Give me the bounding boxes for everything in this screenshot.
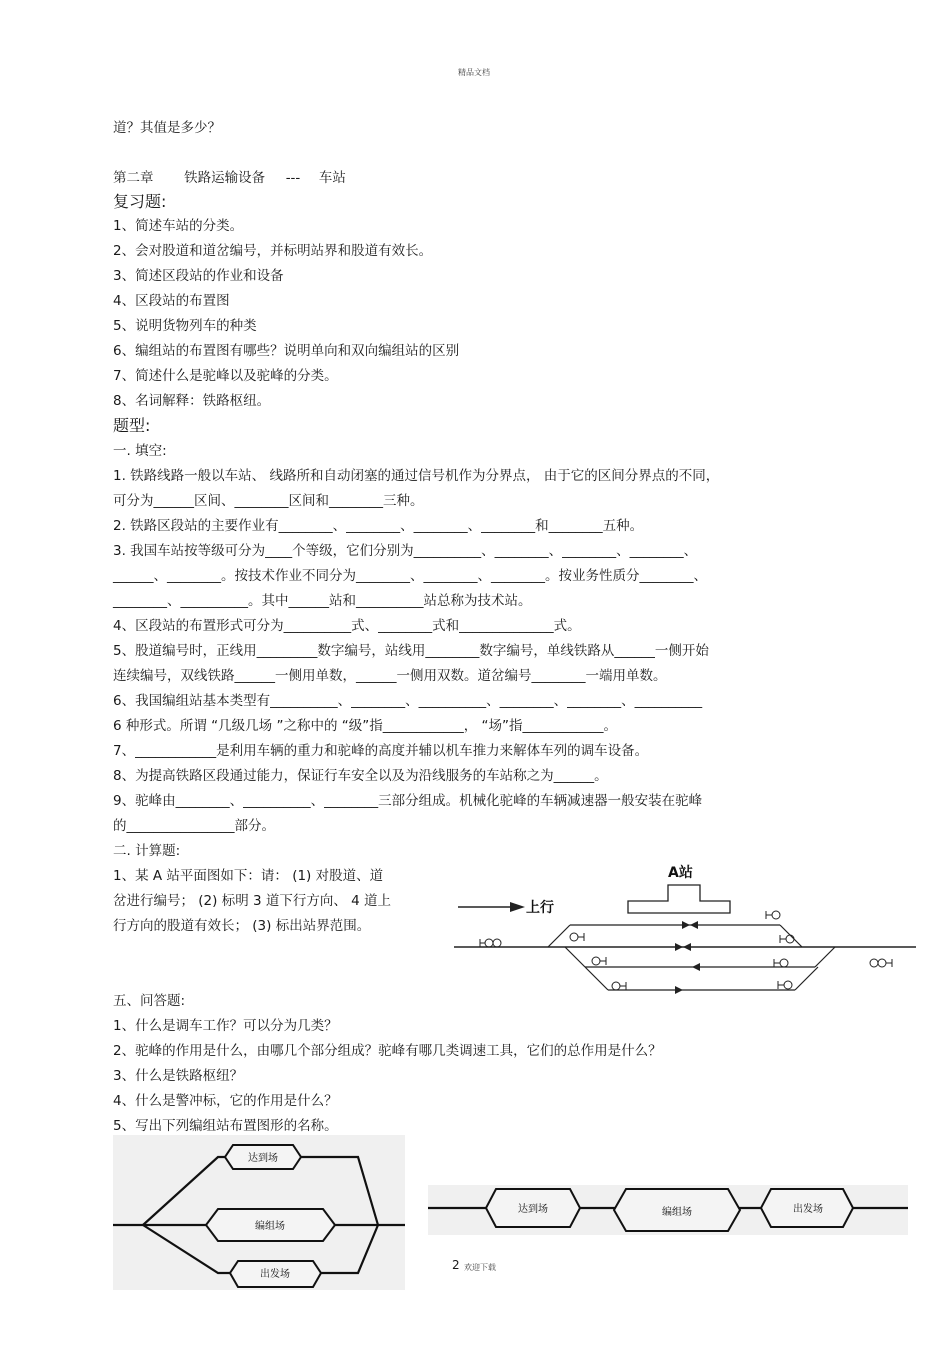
qa-heading: 五、问答题: — [113, 993, 186, 1009]
yard-label: 编组场 — [255, 1221, 285, 1232]
signal-icon — [592, 957, 606, 965]
calc-line: 岔进行编号； (2) 标明 3 道下行方向、 4 道上 — [113, 893, 392, 909]
fill-line: 8、为提高铁路区段通过能力，保证行车安全以及为沿线服务的车站称之为______。 — [113, 768, 608, 784]
fill-heading: 一. 填空: — [113, 443, 167, 459]
calc-line: 行方向的股道有效长； (3) 标出站界范围。 — [113, 918, 371, 934]
fill-line: 可分为______区间、________区间和________三种。 — [113, 493, 424, 509]
fill-line: 6 种形式。所谓 “几级几场 ”之称中的 “级”指____________， “场”指____________。 — [113, 718, 618, 734]
track-arrow — [675, 986, 683, 994]
signal-icon — [766, 911, 780, 919]
fill-line: 7、____________是利用车辆的重力和驼峰的高度并辅以机车推力来解体车列的调车设备。 — [113, 743, 649, 759]
qa-item: 3、什么是铁路枢纽？ — [113, 1068, 244, 1084]
review-heading: 复习题: — [113, 192, 167, 211]
review-item: 2、会对股道和道岔编号，并标明站界和股道有效长。 — [113, 243, 433, 259]
signal-icon — [778, 981, 792, 989]
review-item: 5、说明货物列车的种类 — [113, 318, 257, 334]
yard-layout-diagram-right — [428, 1185, 908, 1235]
yard-label: 达到场 — [248, 1153, 278, 1164]
fill-line: 9、驼峰由________、__________、________三部分组成。机械化驼峰的车辆减速器一般安装在驼峰 — [113, 793, 703, 809]
review-item: 3、简述区段站的作业和设备 — [113, 268, 284, 284]
fill-line: 4、区段站的布置形式可分为__________式、________式和______________式。 — [113, 618, 581, 634]
track-arrow — [692, 963, 700, 971]
qa-item: 4、什么是警冲标，它的作用是什么？ — [113, 1093, 338, 1109]
qa-item: 5、写出下列编组站布置图形的名称。 — [113, 1118, 338, 1134]
footer-text: 欢迎下载 — [464, 1263, 496, 1272]
fill-line: 6、我国编组站基本类型有__________、________、__________、________、________、__________ — [113, 693, 703, 709]
fill-line: ________、__________。其中______站和__________站总称为技术站。 — [113, 593, 532, 609]
direction-arrow-head — [510, 902, 525, 912]
track-arrow — [682, 921, 698, 929]
review-item: 4、区段站的布置图 — [113, 293, 230, 309]
review-item: 1、简述车站的分类。 — [113, 218, 244, 234]
signal-icon — [570, 933, 584, 941]
yard-label: 达到场 — [518, 1204, 548, 1215]
signal-icon — [612, 982, 626, 990]
header-watermark: 精品文档 — [458, 68, 490, 77]
yard-label: 编组场 — [662, 1207, 692, 1218]
types-heading: 题型: — [113, 416, 151, 435]
yard-layout-diagram-left — [113, 1135, 405, 1290]
qa-item: 2、驼峰的作用是什么，由哪几个部分组成？驼峰有哪几类调速工具，它们的总作用是什么？ — [113, 1043, 662, 1059]
station-building — [628, 885, 730, 913]
page-number: 2 — [452, 1258, 460, 1272]
review-item: 6、编组站的布置图有哪些？说明单向和双向编组站的区别 — [113, 343, 460, 359]
chapter-topic: 车站 — [318, 170, 346, 186]
chapter-number: 第二章 — [113, 170, 154, 186]
chapter-name: 铁路运输设备 — [184, 170, 266, 186]
qa-item: 1、什么是调车工作？可以分为几类？ — [113, 1018, 338, 1034]
direction-label: 上行 — [526, 900, 554, 916]
yard-label: 出发场 — [793, 1204, 823, 1215]
yard-label: 出发场 — [260, 1269, 290, 1280]
calc-heading: 二. 计算题: — [113, 843, 181, 859]
signal-icon — [870, 959, 892, 967]
signal-icon — [480, 939, 501, 947]
track-arrow — [675, 943, 691, 951]
station-label: A站 — [668, 865, 693, 881]
station-track-diagram — [450, 855, 920, 1010]
fill-line: 的________________部分。 — [113, 818, 275, 834]
fill-line: 2. 铁路区段站的主要作业有________、________、________、________和________五种。 — [113, 518, 644, 534]
fill-line: 3. 我国车站按等级可分为____个等级，它们分别为__________、________、________、________、 — [113, 543, 698, 559]
fill-line: 5、股道编号时，正线用_________数字编号，站线用________数字编号，单线铁路从______一侧开始 — [113, 643, 709, 659]
signal-icon — [774, 959, 788, 967]
fill-line: 连续编号，双线铁路______一侧用单数，______一侧用双数。道岔编号________一端用单数。 — [113, 668, 667, 684]
review-item: 7、简述什么是驼峰以及驼峰的分类。 — [113, 368, 338, 384]
chapter-separator: --- — [285, 170, 301, 186]
review-item: 8、名词解释：铁路枢纽。 — [113, 393, 271, 409]
chapter-title — [113, 168, 346, 188]
continuation-text: 道？其值是多少？ — [113, 120, 221, 136]
calc-line: 1、某 A 站平面图如下：请： (1) 对股道、道 — [113, 868, 384, 884]
fill-line: ______、________。按技术作业不同分为________、________、________。按业务性质分________、 — [113, 568, 707, 584]
fill-line: 1. 铁路线路一般以车站、 线路所和自动闭塞的通过信号机作为分界点， 由于它的区间分界点的不同， — [113, 468, 720, 484]
